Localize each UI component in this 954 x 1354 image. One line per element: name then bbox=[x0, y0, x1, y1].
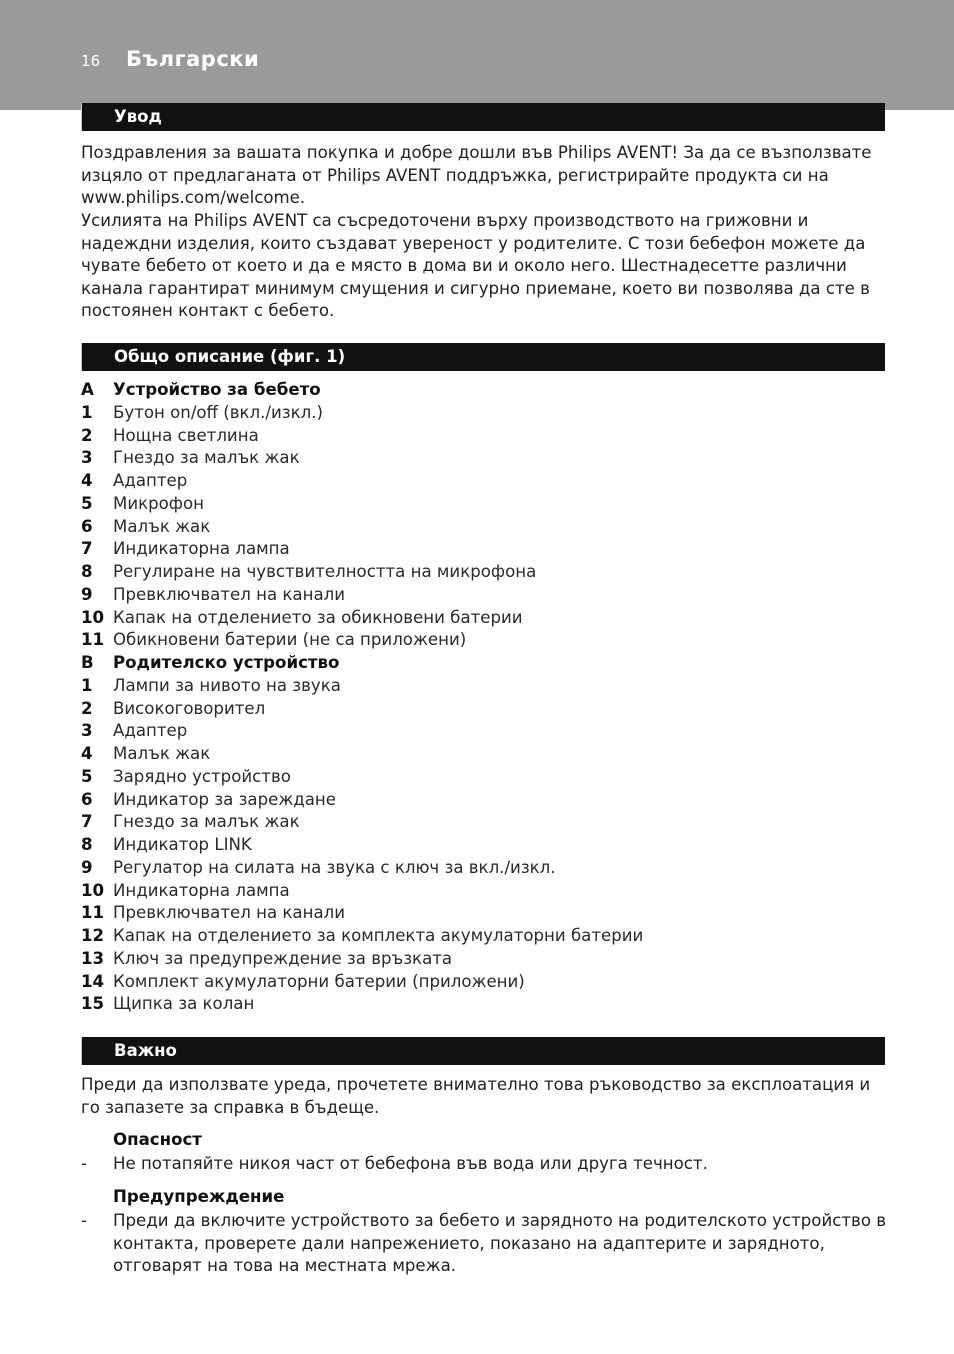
list-item bbox=[81, 698, 901, 721]
list-item-label: Регулиране на чувствителността на микрофона bbox=[113, 562, 537, 581]
list-item bbox=[81, 834, 901, 857]
section-heading-general: Общо описание (фиг. 1) bbox=[81, 343, 885, 371]
section-heading-intro: Увод bbox=[81, 103, 885, 131]
list-item-label: Устройство за бебето bbox=[113, 380, 321, 399]
list-item bbox=[81, 743, 901, 766]
list-item-label: Регулатор на силата на звука с ключ за вкл./изкл. bbox=[113, 857, 556, 877]
list-item-label: Капак на отделението за обикновени батерии bbox=[113, 607, 523, 627]
list-item-number: 4 bbox=[81, 744, 93, 763]
list-item-number: 8 bbox=[81, 562, 93, 581]
list-item bbox=[81, 971, 901, 994]
danger-heading: Опасност bbox=[113, 1130, 202, 1149]
list-item-label: Адаптер bbox=[113, 471, 188, 490]
list-item-number: 13 bbox=[81, 948, 105, 968]
list-item-label: Високоговорител bbox=[113, 698, 266, 718]
bullet-dash: - bbox=[81, 1154, 87, 1173]
parts-list bbox=[81, 379, 901, 1016]
list-item-number: 5 bbox=[81, 493, 93, 513]
list-item-number: 11 bbox=[81, 903, 105, 923]
list-item-label: Гнездо за малък жак bbox=[113, 448, 300, 468]
list-item-number: 7 bbox=[81, 812, 93, 832]
list-item-label: Индикаторна лампа bbox=[113, 539, 290, 559]
list-item-number: 14 bbox=[81, 971, 105, 991]
section-heading-important: Важно bbox=[81, 1037, 885, 1065]
list-item-number: 9 bbox=[81, 584, 93, 604]
list-item-label: Адаптер bbox=[113, 721, 188, 741]
danger-text: Не потапяйте никоя част от бебефона във вода или друга течност. bbox=[113, 1154, 708, 1173]
list-item-label: Капак на отделението за комплекта акумулаторни батерии bbox=[113, 926, 644, 945]
list-item bbox=[81, 425, 901, 448]
list-item-label: Малък жак bbox=[113, 516, 211, 536]
list-item-number: 3 bbox=[81, 448, 93, 468]
page-number: 16 bbox=[81, 52, 101, 70]
list-item bbox=[81, 629, 901, 652]
list-item bbox=[81, 538, 901, 561]
bullet-dash: - bbox=[81, 1211, 87, 1230]
list-item-label: Обикновени батерии (не са приложени) bbox=[113, 630, 467, 650]
list-item-label: Лампи за нивото на звука bbox=[113, 675, 341, 695]
list-item-label: Ключ за предупреждение за връзката bbox=[113, 948, 453, 968]
list-item-number: 8 bbox=[81, 835, 93, 854]
list-item bbox=[81, 584, 901, 607]
list-item-number: 15 bbox=[81, 994, 105, 1014]
list-item-number: 9 bbox=[81, 857, 93, 877]
intro-paragraph-1: Поздравления за вашата покупка и добре дошли във Philips AVENT! За да се възползвате изцяло от предлаганата от Philips AVENT поддръжка, регистрирайте продукта си на www.philips.com/welcome. bbox=[81, 143, 872, 208]
list-item-number: 10 bbox=[81, 607, 105, 627]
important-intro: Преди да използвате уреда, прочетете внимателно това ръководство за експлоатация и го запазете за справка в бъдеще. bbox=[81, 1075, 871, 1117]
list-item bbox=[81, 402, 901, 425]
list-item-number: B bbox=[81, 653, 94, 672]
warning-heading: Предупреждение bbox=[113, 1187, 285, 1206]
list-item bbox=[81, 880, 901, 903]
warning-text: Преди да включите устройството за бебето и зарядното на родителското устройство в контакта, проверете дали напрежението, показано на адаптерите и зарядното, отговарят на това на местната мрежа. bbox=[113, 1211, 887, 1276]
list-item bbox=[81, 925, 901, 948]
list-item-number: 6 bbox=[81, 516, 93, 536]
list-item bbox=[81, 766, 901, 789]
list-group-heading bbox=[81, 379, 901, 402]
list-item-label: Щипка за колан bbox=[113, 994, 255, 1014]
list-item-label: Зарядно устройство bbox=[113, 766, 291, 786]
list-item bbox=[81, 470, 901, 493]
list-item-label: Превключвател на канали bbox=[113, 903, 345, 923]
list-item-label: Гнездо за малък жак bbox=[113, 812, 300, 832]
list-item-number: 11 bbox=[81, 630, 105, 650]
list-item-label: Индикатор LINK bbox=[113, 835, 252, 854]
list-item-label: Малък жак bbox=[113, 744, 211, 763]
list-item-label: Комплект акумулаторни батерии (приложени) bbox=[113, 971, 525, 991]
list-item bbox=[81, 561, 901, 584]
list-item-label: Индикаторна лампа bbox=[113, 880, 290, 900]
list-item-number: 4 bbox=[81, 471, 93, 490]
list-item bbox=[81, 789, 901, 812]
list-item-number: 1 bbox=[81, 675, 93, 695]
list-item-number: 7 bbox=[81, 539, 93, 559]
list-group-heading bbox=[81, 652, 901, 675]
list-item-label: Бутон on/off (вкл./изкл.) bbox=[113, 402, 323, 422]
list-item-number: 10 bbox=[81, 880, 105, 900]
list-item bbox=[81, 811, 901, 834]
list-item-number: 3 bbox=[81, 721, 93, 741]
list-item bbox=[81, 720, 901, 743]
list-item bbox=[81, 948, 901, 971]
list-item bbox=[81, 902, 901, 925]
list-item bbox=[81, 993, 901, 1016]
list-item-number: 12 bbox=[81, 926, 105, 945]
list-item bbox=[81, 447, 901, 470]
list-item-label: Превключвател на канали bbox=[113, 584, 345, 604]
list-item-number: 1 bbox=[81, 402, 93, 422]
list-item-number: A bbox=[81, 380, 94, 399]
list-item-number: 6 bbox=[81, 789, 93, 809]
language-title: Български bbox=[126, 47, 260, 71]
list-item-label: Индикатор за зареждане bbox=[113, 789, 336, 809]
list-item bbox=[81, 675, 901, 698]
list-item-label: Родителско устройство bbox=[113, 653, 340, 672]
list-item-number: 5 bbox=[81, 766, 93, 786]
list-item bbox=[81, 607, 901, 630]
intro-paragraph-2: Усилията на Philips AVENT са съсредоточени върху производството на грижовни и надеждни изделия, които създават увереност у родителите. С този бебефон можете да чувате бебето от което и да е място в дома ви и около него. Шестнадесетте различни канала гарантират минимум смущения и сигурно приемане, което ви позволява да сте в постоянен контакт с бебето. bbox=[81, 211, 870, 321]
list-item-number: 2 bbox=[81, 698, 93, 718]
list-item bbox=[81, 516, 901, 539]
list-item bbox=[81, 493, 901, 516]
list-item-label: Микрофон bbox=[113, 493, 204, 513]
list-item bbox=[81, 857, 901, 880]
list-item-label: Нощна светлина bbox=[113, 425, 259, 445]
list-item-number: 2 bbox=[81, 425, 93, 445]
